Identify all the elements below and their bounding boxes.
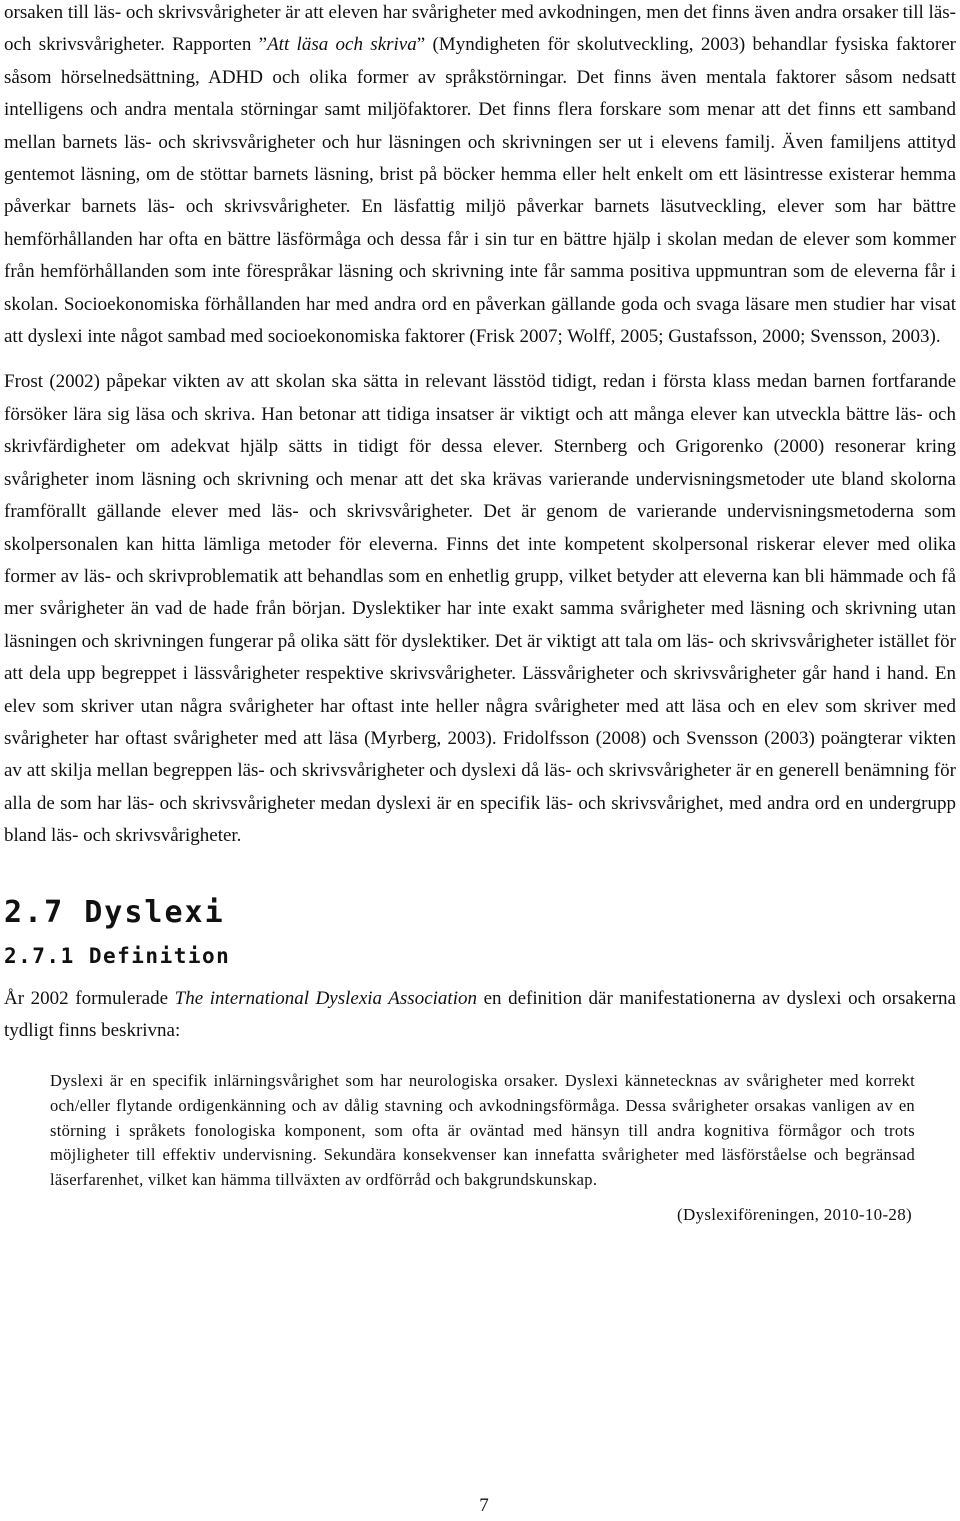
report-title: Att läsa och skriva xyxy=(267,34,417,56)
quote-citation: (Dyslexiföreningen, 2010-10-28) xyxy=(677,1205,912,1225)
paragraph-text: orsaken till läs- och skrivsvårigheter är att eleven har svårigheter med avkodningen, men det finns även andra orsaker till läs- och skrivsvårigheter. Rapporten ” xyxy=(4,2,956,56)
page-number: 7 xyxy=(479,1495,489,1516)
subsection-heading-definition: 2.7.1 Definition xyxy=(4,943,231,968)
paragraph-early-support: Frost (2002) påpekar vikten av att skolan ska sätta in relevant lässtöd tidigt, redan i första klass medan barnen fortfarande försöker lära sig läsa och skriva. Han betonar att tidiga insatser är viktigt och att många elever kan utveckla bättre läs- och skrivfärdigheter om adekvat hjälp sätts in tidigt för dessa elever. Sternberg och Grigorenko (2000) resonerar kring svårigheter inom läsning och skrivning och menar att det ska krävas varierande undervisningsmetoder ute bland skolorna framförallt gällande elever med läs- och skrivsvårigheter. Det är genom de varierande undervisningsmetoderna som skolpersonalen kan hitta lämliga metoder för eleverna. Finns det inte kompetent skolpersonal riskerar elever med olika former av läs- och skrivproblematik att behandlas som en enhetlig grupp, vilket betyder att eleverna kan bli hämmade och få mer svårigheter än vad de hade från början. Dyslektiker har inte exakt samma svårigheter med läsning och skrivning utan läsningen och skrivningen fungerar på olika sätt för dyslektiker. Det är viktigt att tala om läs- och skrivsvårigheter istället för att dela upp begreppet i lässvårigheter respektive skrivsvårigheter. Lässvårigheter och skrivsvårigheter går hand i hand. En elev som skriver utan några svårigheter har oftast inte heller några svårigheter med att läsa och en elev som skriver med svårigheter har oftast svårigheter med att läsa (Myrberg, 2003). Fridolfsson (2008) och Svensson (2003) poängterar vikten av att skilja mellan begreppen läs- och skrivsvårigheter och dyslexi då läs- och skrivsvårigheter är en generell benämning för alla de som har läs- och skrivsvårigheter medan dyslexi är en specifik läs- och skrivsvårighet, med andra ord en undergrupp bland läs- och skrivsvårigheter. xyxy=(4,371,956,847)
paragraph-text: en definition där manifestationerna av dyslexi och orsakerna tydligt finns beskrivna: xyxy=(4,987,956,1041)
paragraph-definition-intro xyxy=(4,983,956,1048)
section-heading-dyslexi: 2.7 Dyslexi xyxy=(4,894,225,930)
page-content xyxy=(4,0,956,1228)
paragraph-text: År 2002 formulerade xyxy=(4,987,175,1009)
paragraph-reading-difficulties-causes xyxy=(4,0,956,353)
organization-name: The international Dyslexia Association xyxy=(174,987,477,1009)
paragraph-text: ” (Myndigheten för skolutveckling, 2003) behandlar fysiska faktorer såsom hörselnedsättning, ADHD och olika former av språkstörningar. Det finns även mentala faktorer såsom nedsatt intelligens och andra mentala störningar samt miljöfaktorer. Det finns flera forskare som menar att det finns ett samband mellan barnets läs- och skrivsvårigheter och hur läsningen och skrivningen ser ut i elevens familj. Även familjens attityd gentemot läsning, om de stöttar barnets läsning, brist på böcker hemma eller helt enkelt om ett läsintresse existerar hemma påverkar barnets läs- och skrivsvårigheter. En läsfattig miljö påverkar barnets läsutveckling, elever som har bättre hemförhållanden har ofta en bättre läsförmåga och dessa får i sin tur en bättre hjälp i skolan medan de elever som kommer från hemförhållanden som inte förespråkar läsning och skrivning inte får samma positiva uppmuntran som de eleverna får i skolan. Socioekonomiska förhållanden har med andra ord en påverkan gällande goda och svaga läsare men studier har visat att dyslexi inte något sambad med socioekonomiska faktorer (Frisk 2007; Wolff, 2005; Gustafsson, 2000; Svensson, 2003). xyxy=(4,34,956,348)
block-quote-definition: Dyslexi är en specifik inlärningsvårighet som har neurologiska orsaker. Dyslexi kännetecknas av svårigheter med korrekt och/eller flytande ordigenkänning och av dålig stavning och avkodningsförmåga. Dessa svårigheter orsakas vanligen av en störning i språkets fonologiska komponent, som ofta är oväntad med hänsyn till andra kognitiva förmågor och trots möjligheter till effektiv undervisning. Sekundära konsekvenser kan innefatta svårigheter med läsförståelse och begränsad läserfarenhet, vilket kan hämma tillväxten av ordförråd och bakgrundskunskap. xyxy=(50,1071,915,1189)
